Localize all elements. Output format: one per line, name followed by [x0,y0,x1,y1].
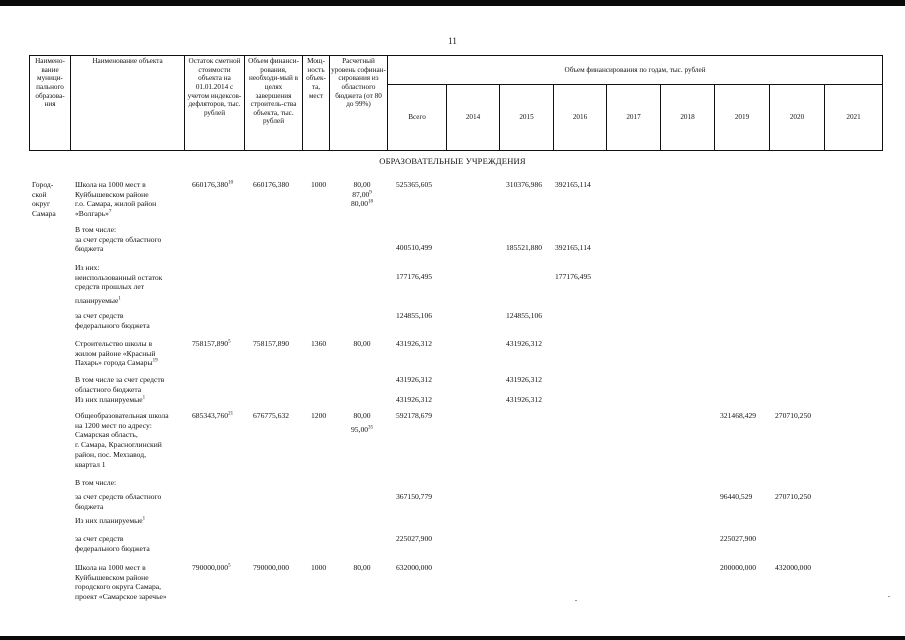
total-value: 124855,106 [396,311,433,320]
header-year-2019: 2019 [715,85,770,151]
value-2016: 392165,114 [555,243,591,252]
total-value: 431926,312 [396,395,433,404]
total-value: 367150,779 [396,492,433,501]
sub-row-planned: планируемые$^1$ [75,296,121,305]
header-year-2020: 2020 [770,85,825,151]
header-object: Наименование объекта [71,56,185,151]
sub-row-unused-balance: Из них: неиспользованный остаток средств прошлых лет [75,263,163,292]
value-2015: 124855,106 [506,311,543,320]
total-value: 431926,312 [396,339,433,348]
cofinancing-level: 80,00 87,00$^9$ 80,00$^{18}$ [350,180,374,209]
sub-row-regional-budget: за счет средств областного бюджета [75,492,162,511]
header-by-years: Объем финансирования по годам, тыс. рублей [388,56,883,85]
scan-speck [888,596,890,597]
sub-row-regional-budget: В том числе за счет средств областного бюджета [75,375,165,394]
remaining-cost: 660176,380$^{10}$ [192,180,234,189]
value-2016: 177176,495 [555,272,592,281]
remaining-cost: 758157,890$^5$ [192,339,231,348]
value-2020: 432000,000 [775,563,812,572]
financing-volume: 790000,000 [253,563,290,572]
cofinancing-level: 80,00 [353,339,371,348]
value-2019: 225027,900 [720,534,757,543]
financing-volume: 660176,380 [253,180,290,189]
object-name-school-mekhzavod: Общеобразовательная школа на 1200 мест по адресу: Самарская область, г. Самара, Красноглинский район, пос. Мехзавод, квартал 1 [75,411,169,469]
capacity: 1000 [311,563,327,572]
capacity: 1360 [311,339,327,348]
total-value: 225027,900 [396,534,433,543]
financing-volume: 758157,890 [253,339,290,348]
remaining-cost: 685343,760$^{21}$ [192,411,234,420]
value-2020: 270710,250 [775,492,812,501]
header-year-2015: 2015 [500,85,554,151]
header-volume: Объем финанси-рования, необходи-мый в целях завершения строитель-ства объекта, тыс. рублей [245,56,303,151]
sub-row-planned: Из них планируемые$^1$ [75,395,146,404]
sub-row-regional-budget: В том числе: за счет средств областного бюджета [75,225,162,254]
value-2020: 270710,250 [775,411,812,420]
value-2015: 431926,312 [506,395,543,404]
object-name-school-volgar: Школа на 1000 мест в Куйбышевском районе г.о. Самара, жилой район «Волгарь»$^7$ [75,180,157,219]
sub-row-federal-budget: за счет средств федерального бюджета [75,534,150,553]
total-value: 177176,495 [396,272,433,281]
table-header [29,55,883,151]
header-remaining: Остаток сметной стоимости объекта на 01.01.2014 с учетом индексов-дефляторов, тыс. рублей [185,56,245,151]
cofinancing-level: 80,00 [353,563,371,572]
capacity: 1000 [311,180,327,189]
value-2015: 431926,312 [506,339,543,348]
municipality-name: Город- ской округ Самара [32,180,56,219]
header-capacity: Мощ-ность объек-та, мест [303,56,330,151]
value-2015: 431926,312 [506,375,543,384]
header-year-2021: 2021 [825,85,883,151]
header-year-2016: 2016 [554,85,607,151]
sub-row-planned: Из них планируемые$^1$ [75,516,146,525]
financing-volume: 676775,632 [253,411,290,420]
header-year-2014: 2014 [447,85,500,151]
value-2019: 96440,529 [720,492,753,501]
object-name-school-samarskoe-zarechye: Школа на 1000 мест в Куйбышевском районе городского округа Самара, проект «Самарское заречье» [75,563,167,602]
remaining-cost: 790000,000$^5$ [192,563,231,572]
sub-row-federal-budget: за счет средств федерального бюджета [75,311,150,330]
section-title: ОБРАЗОВАТЕЛЬНЫЕ УЧРЕЖДЕНИЯ [379,156,526,166]
header-municipality: Наимено-вание муници-пального образова-ния [30,56,71,151]
bottom-border-bar [0,636,905,640]
header-total: Всего [388,85,447,151]
header-year-2017: 2017 [607,85,661,151]
total-value: 525365,605 [396,180,433,189]
cofinancing-level: 80,00 95,00$^{35}$ [350,411,374,434]
scan-speck [575,600,577,601]
total-value: 431926,312 [396,375,433,384]
value-2015: 310376,986 [506,180,543,189]
value-2016: 392165,114 [555,180,591,189]
total-value: 632000,000 [396,563,433,572]
value-2019: 200000,000 [720,563,757,572]
value-2019: 321468,429 [720,411,757,420]
sub-row-including: В том числе: [75,478,117,487]
capacity: 1200 [311,411,327,420]
object-name-school-krasny-pakhar: Строительство школы в жилом районе «Красный Пахарь» города Самары$^{19}$ [75,339,158,368]
header-level: Расчетный уровень софинан-сирования из областного бюджета (от 80 до 99%) [330,56,388,151]
total-value: 400510,499 [396,243,433,252]
total-value: 592178,679 [396,411,433,420]
value-2015: 185521,880 [506,243,543,252]
top-border-bar [0,0,905,6]
page-number: 11 [448,36,457,46]
header-year-2018: 2018 [661,85,715,151]
